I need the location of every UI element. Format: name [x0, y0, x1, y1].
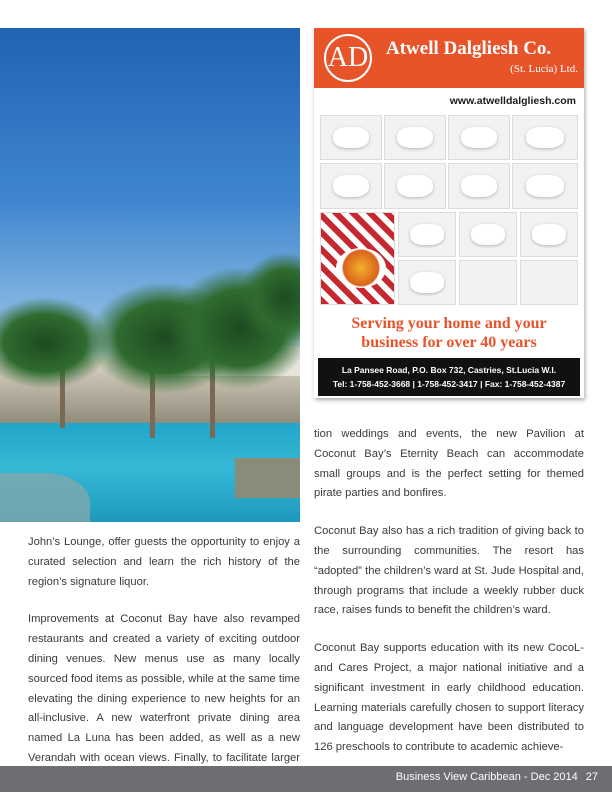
paragraph: Coconut Bay also has a rich tradition of giving back to the surrounding communities. The resort has “adopted” the children’s ward at St. Jude Hospital and, through programs that include a weekly rubber duck race, raises funds to benefit the children’s ward. — [314, 525, 584, 617]
atwell-dalgliesh-ad — [314, 28, 584, 398]
product-trays — [512, 115, 578, 160]
company-subtitle: (St. Lucia) Ltd. — [510, 63, 578, 75]
product-containers — [512, 163, 578, 209]
slogan-line-2: business for over 40 years — [361, 334, 537, 351]
breakfast-plate-image — [320, 212, 395, 305]
company-logo — [324, 34, 372, 82]
product-foil-roll — [459, 260, 517, 305]
pool-deck-right — [235, 458, 300, 498]
company-website: www.atwelldalgliesh.com — [449, 95, 576, 107]
product-cutlery — [448, 115, 510, 160]
ad-contact-bar — [318, 358, 580, 396]
page-number: 27 — [585, 771, 598, 783]
product-cutlery-kit — [384, 163, 446, 209]
ad-phones: Tel: 1-758-452-3668 | 1-758-452-3417 | Fax: 1-758-452-4387 — [332, 379, 566, 389]
publication-name: Business View Caribbean - Dec 2014 — [395, 771, 578, 783]
product-bowls — [520, 212, 578, 257]
product-wrap-boxes — [520, 260, 578, 305]
article-column-right — [314, 425, 584, 776]
page-footer — [0, 766, 612, 792]
ad-address: La Pansee Road, P.O. Box 732, Castries, St.Lucia W.I. — [341, 365, 557, 375]
ad-slogan — [314, 314, 584, 352]
paragraph: tion weddings and events, the new Pavilion at Coconut Bay’s Eternity Beach can accommodate small groups and is the perfect setting for themed pirate parties and bonfires. — [314, 428, 584, 500]
product-bags — [398, 212, 456, 257]
product-foil-pans — [398, 260, 456, 305]
product-grid — [320, 115, 578, 305]
paragraph: Coconut Bay supports education with its new CocoL-and Cares Project, a major national initiative and a significant investment in early childhood education. Learning materials carefully chosen to support literacy and language development have been distributed to 126 preschools to contribute to academic achieve- — [314, 642, 584, 754]
product-napkins — [320, 163, 382, 209]
product-plates — [320, 115, 382, 160]
palm-tree — [240, 253, 300, 343]
product-domes — [459, 212, 517, 257]
paragraph: Improvements at Coconut Bay have also revamped restaurants and created a variety of exciting outdoor dining venues. New menus use as many locally sourced food items as possible, while at the same time elevating the dining experience to new heights for an all-inclusive. A new waterfront private dining area named La Luna has been added, as well as a new Verandah with ocean views. Finally, to facilitate larger — [28, 613, 300, 764]
company-name: Atwell Dalgliesh Co. — [386, 38, 552, 59]
slogan-line-1: Serving your home and your — [351, 315, 547, 332]
logo-letters: AD — [327, 42, 369, 73]
product-doilies — [448, 163, 510, 209]
footer-text — [396, 771, 598, 783]
product-cups — [384, 115, 446, 160]
ad-header — [314, 28, 584, 88]
resort-pool-photo — [0, 28, 300, 522]
paragraph: John’s Lounge, offer guests the opportunity to enjoy a curated selection and learn the rich history of the region’s signature liquor. — [28, 536, 300, 588]
